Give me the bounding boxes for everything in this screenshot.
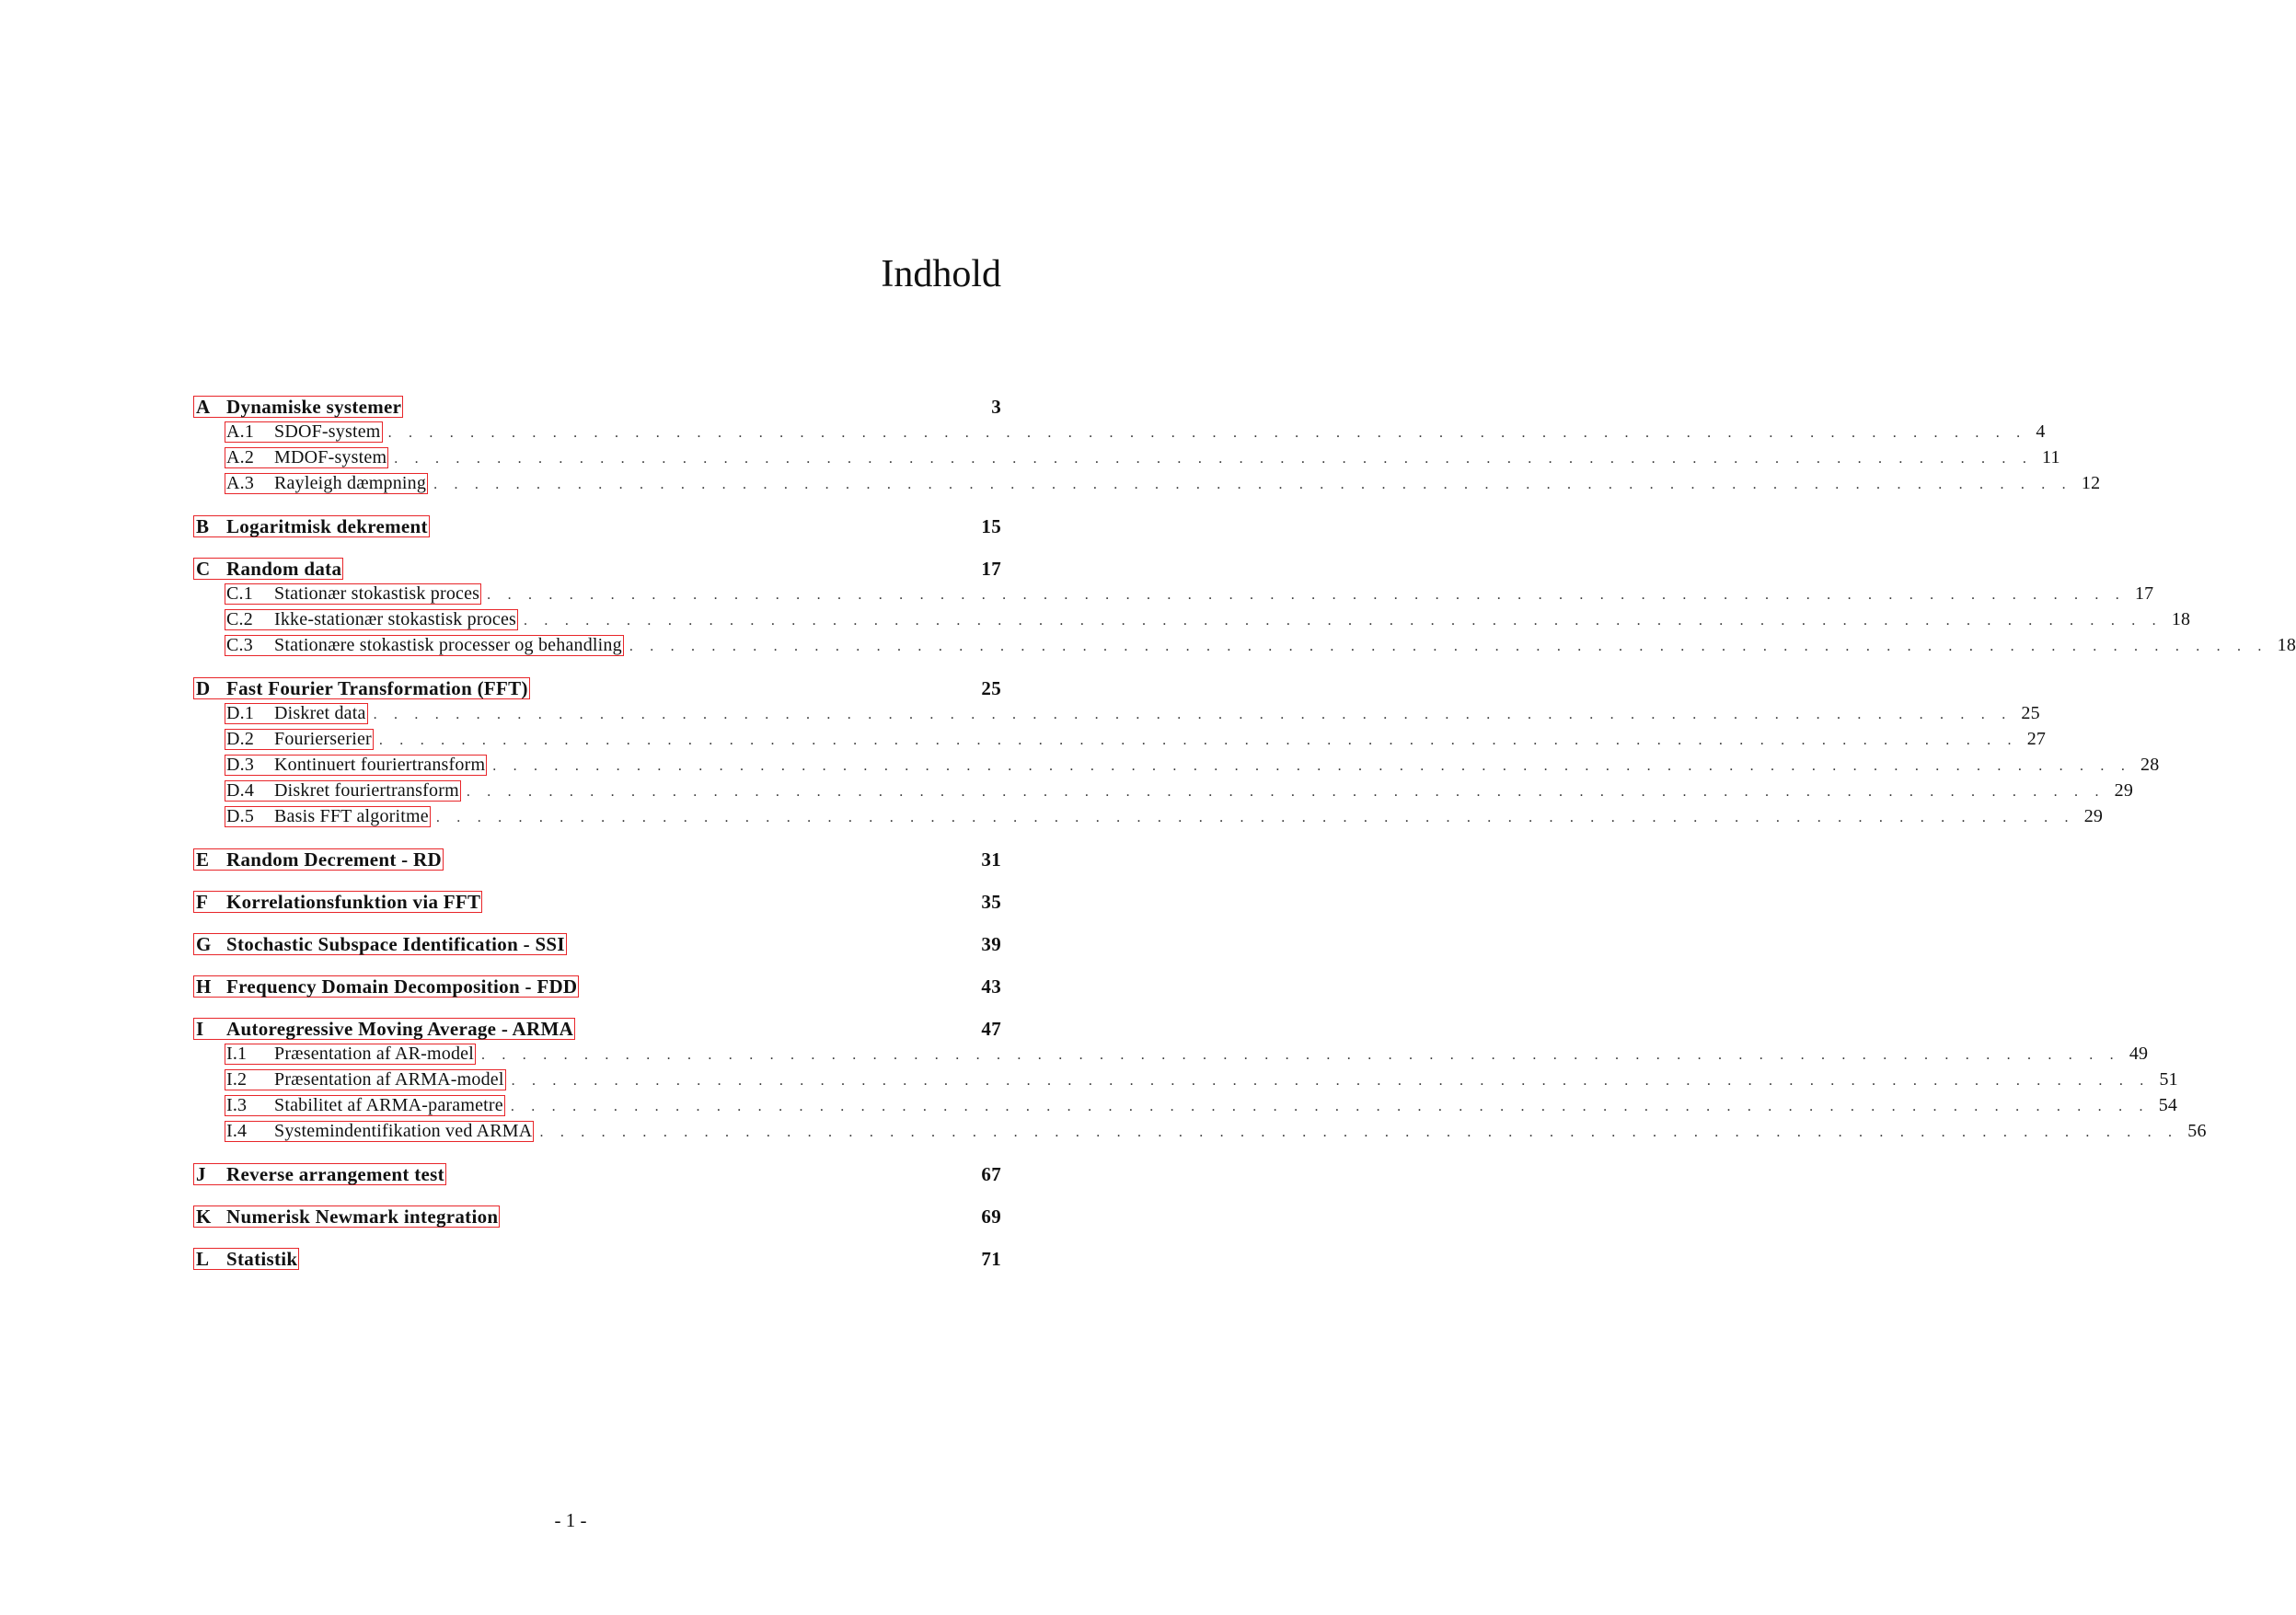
toc-section-link[interactable] [225, 609, 518, 630]
toc-chapter-row [193, 1018, 1001, 1044]
toc-section-link[interactable] [225, 447, 388, 468]
section-page-number: 25 [2021, 703, 2040, 723]
section-title: Stationære stokastisk processer og behandling [274, 635, 622, 655]
toc-chapter-link[interactable] [193, 1248, 299, 1270]
toc-chapter [193, 975, 1001, 1001]
section-number: A.3 [226, 473, 255, 493]
chapter-letter: K [196, 1205, 212, 1228]
section-number: D.3 [226, 755, 255, 775]
section-number: D.5 [226, 806, 255, 826]
toc-chapter [193, 558, 2296, 661]
section-title: Stationær stokastisk proces [274, 583, 480, 604]
chapter-title: Logaritmisk dekrement [226, 515, 428, 537]
toc-chapter [193, 1018, 2207, 1147]
toc-chapter [193, 677, 2160, 832]
chapter-title: Reverse arrangement test [226, 1163, 444, 1185]
section-number: A.2 [226, 447, 255, 467]
chapter-title: Random data [226, 558, 342, 580]
section-page-number: 18 [2277, 635, 2296, 655]
toc-chapter [193, 848, 1001, 874]
dot-leader: . . . . . . . . . . . . . . . . . . . . . . . . . . . . . . . . . . . . . . . . . . . . . . . . . . . . . . . . . . . . . . . . . . . . . . . . . . . . . . . . [511, 1073, 2151, 1089]
section-title: Diskret data [274, 703, 366, 723]
toc-section-link[interactable] [225, 1044, 476, 1065]
chapter-letter: D [196, 677, 211, 699]
toc-chapter [193, 891, 1001, 917]
chapter-page-number: 43 [981, 975, 1001, 998]
toc-section-link[interactable] [225, 780, 461, 802]
section-page-number: 12 [2081, 473, 2101, 493]
section-number: C.2 [226, 609, 253, 629]
dot-leader: . . . . . . . . . . . . . . . . . . . . . . . . . . . . . . . . . . . . . . . . . . . . . . . . . . . . . . . . . . . . . . . . . . . . . . . . . . . . . . . . [394, 451, 2034, 467]
section-title: Systemindentifikation ved ARMA [274, 1121, 533, 1141]
dot-leader: . . . . . . . . . . . . . . . . . . . . . . . . . . . . . . . . . . . . . . . . . . . . . . . . . . . . . . . . . . . . . . . . . . . . . . . . . . . . . . . . [629, 639, 2268, 654]
toc-section-row [193, 583, 2154, 609]
toc-chapter-row [193, 1248, 1001, 1274]
toc-section-link[interactable] [225, 806, 431, 827]
toc-section-row [193, 729, 2047, 755]
chapter-letter: F [196, 891, 209, 913]
toc-section-row [193, 1069, 2178, 1095]
toc-section-row [193, 806, 2104, 832]
chapter-page-number: 17 [981, 558, 1001, 580]
toc-chapter-row [193, 1163, 1001, 1189]
section-page-number: 49 [2129, 1044, 2149, 1064]
toc-chapter-link[interactable] [193, 848, 444, 871]
chapter-page-number: 67 [981, 1163, 1001, 1185]
chapter-letter: H [196, 975, 212, 998]
section-page-number: 11 [2042, 447, 2060, 467]
chapter-page-number: 35 [981, 891, 1001, 913]
section-page-number: 28 [2140, 755, 2160, 775]
toc-chapter-link[interactable] [193, 1018, 575, 1040]
section-title: MDOF-system [274, 447, 387, 467]
toc-section-row [193, 447, 2060, 473]
toc-section-link[interactable] [225, 1095, 505, 1116]
toc-chapter-row [193, 891, 1001, 917]
toc-section-row [193, 755, 2160, 780]
toc-section-link[interactable] [225, 1121, 534, 1142]
section-page-number: 4 [2036, 421, 2046, 442]
chapter-page-number: 15 [981, 515, 1001, 537]
chapter-title: Statistik [226, 1248, 298, 1270]
toc-section-link[interactable] [225, 703, 368, 724]
chapter-letter: I [196, 1018, 204, 1040]
toc-section-link[interactable] [225, 729, 374, 750]
dot-leader: . . . . . . . . . . . . . . . . . . . . . . . . . . . . . . . . . . . . . . . . . . . . . . . . . . . . . . . . . . . . . . . . . . . . . . . . . . . . . . . . [510, 1099, 2150, 1114]
chapter-title: Korrelationsfunktion via FFT [226, 891, 481, 913]
page-title: Indhold [881, 253, 1001, 295]
chapter-title: Stochastic Subspace Identification - SSI [226, 933, 565, 955]
section-title: SDOF-system [274, 421, 381, 442]
toc-section-row [193, 1095, 2178, 1121]
toc-chapter-row [193, 677, 1001, 703]
chapter-letter: G [196, 933, 212, 955]
chapter-page-number: 25 [981, 677, 1001, 699]
chapter-letter: A [196, 396, 211, 418]
dot-leader: . . . . . . . . . . . . . . . . . . . . . . . . . . . . . . . . . . . . . . . . . . . . . . . . . . . . . . . . . . . . . . . . . . . . . . . . . . . . . . . . [524, 613, 2163, 629]
section-number: I.4 [226, 1121, 248, 1141]
toc-section-row [193, 780, 2134, 806]
chapter-page-number: 31 [981, 848, 1001, 871]
section-page-number: 17 [2134, 583, 2154, 604]
toc-section-link[interactable] [225, 473, 428, 494]
page-number: - 1 - [554, 1509, 587, 1531]
section-number: C.3 [226, 635, 253, 655]
section-number: D.1 [226, 703, 255, 723]
toc-chapter-row [193, 558, 1001, 583]
section-page-number: 54 [2158, 1095, 2178, 1115]
dot-leader: . . . . . . . . . . . . . . . . . . . . . . . . . . . . . . . . . . . . . . . . . . . . . . . . . . . . . . . . . . . . . . . . . . . . . . . . . . . . . . . . [435, 810, 2075, 825]
toc-section-link[interactable] [225, 1069, 506, 1090]
dot-leader: . . . . . . . . . . . . . . . . . . . . . . . . . . . . . . . . . . . . . . . . . . . . . . . . . . . . . . . . . . . . . . . . . . . . . . . . . . . . . . . . [378, 733, 2018, 748]
toc-section-link[interactable] [225, 421, 383, 443]
toc-chapter-link[interactable] [193, 1163, 446, 1185]
chapter-title: Random Decrement - RD [226, 848, 442, 871]
toc-chapter [193, 1163, 1001, 1189]
toc-chapter-row [193, 515, 1001, 541]
chapter-page-number: 39 [981, 933, 1001, 955]
chapter-page-number: 47 [981, 1018, 1001, 1040]
chapter-letter: E [196, 848, 210, 871]
toc-chapter [193, 396, 2101, 499]
toc-chapter [193, 1248, 1001, 1274]
dot-leader: . . . . . . . . . . . . . . . . . . . . . . . . . . . . . . . . . . . . . . . . . . . . . . . . . . . . . . . . . . . . . . . . . . . . . . . . . . . . . . . . [373, 707, 2013, 722]
chapter-title: Dynamiske systemer [226, 396, 402, 418]
section-title: Diskret fouriertransform [274, 780, 459, 801]
toc-section-row [193, 1121, 2207, 1147]
chapter-letter: J [196, 1163, 206, 1185]
dot-leader: . . . . . . . . . . . . . . . . . . . . . . . . . . . . . . . . . . . . . . . . . . . . . . . . . . . . . . . . . . . . . . . . . . . . . . . . . . . . . . . . [539, 1125, 2179, 1140]
section-page-number: 51 [2159, 1069, 2178, 1090]
toc-section-row [193, 1044, 2149, 1069]
section-title: Præsentation af ARMA-model [274, 1069, 504, 1090]
toc-chapter-row [193, 1205, 1001, 1231]
section-number: I.3 [226, 1095, 248, 1115]
toc-chapter-row [193, 848, 1001, 874]
dot-leader: . . . . . . . . . . . . . . . . . . . . . . . . . . . . . . . . . . . . . . . . . . . . . . . . . . . . . . . . . . . . . . . . . . . . . . . . . . . . . . . . [487, 587, 2126, 603]
section-number: I.2 [226, 1069, 248, 1090]
chapter-page-number: 3 [991, 396, 1001, 418]
section-title: Stabilitet af ARMA-parametre [274, 1095, 503, 1115]
chapter-title: Fast Fourier Transformation (FFT) [226, 677, 528, 699]
section-title: Ikke-stationær stokastisk proces [274, 609, 517, 629]
toc-chapter-row [193, 975, 1001, 1001]
toc-chapter-link[interactable] [193, 1205, 500, 1228]
toc-section-link[interactable] [225, 635, 624, 656]
section-number: I.1 [226, 1044, 248, 1064]
toc-chapter [193, 1205, 1001, 1231]
section-number: D.2 [226, 729, 255, 749]
dot-leader: . . . . . . . . . . . . . . . . . . . . . . . . . . . . . . . . . . . . . . . . . . . . . . . . . . . . . . . . . . . . . . . . . . . . . . . . . . . . . . . . [481, 1047, 2120, 1063]
section-title: Basis FFT algoritme [274, 806, 429, 826]
toc-section-row [193, 421, 2046, 447]
toc-chapter-link[interactable] [193, 396, 403, 418]
toc-chapter-link[interactable] [193, 677, 530, 699]
toc-chapter-link[interactable] [193, 891, 482, 913]
section-title: Kontinuert fouriertransform [274, 755, 486, 775]
section-number: D.4 [226, 780, 255, 801]
section-title: Fourierserier [274, 729, 372, 749]
dot-leader: . . . . . . . . . . . . . . . . . . . . . . . . . . . . . . . . . . . . . . . . . . . . . . . . . . . . . . . . . . . . . . . . . . . . . . . . . . . . . . . . [466, 784, 2106, 800]
toc-chapter-link[interactable] [193, 975, 579, 998]
section-page-number: 18 [2171, 609, 2191, 629]
toc-chapter-link[interactable] [193, 933, 567, 955]
toc-section-row [193, 703, 2040, 729]
toc-chapter [193, 933, 1001, 959]
toc-section-row [193, 635, 2296, 661]
toc-section-link[interactable] [225, 755, 487, 776]
section-page-number: 56 [2187, 1121, 2207, 1141]
dot-leader: . . . . . . . . . . . . . . . . . . . . . . . . . . . . . . . . . . . . . . . . . . . . . . . . . . . . . . . . . . . . . . . . . . . . . . . . . . . . . . . . [387, 425, 2027, 441]
toc-section-link[interactable] [225, 583, 481, 605]
chapter-page-number: 71 [981, 1248, 1001, 1270]
toc-chapter-row [193, 933, 1001, 959]
section-page-number: 29 [2114, 780, 2134, 801]
table-of-contents [193, 396, 2296, 1290]
section-number: C.1 [226, 583, 253, 604]
dot-leader: . . . . . . . . . . . . . . . . . . . . . . . . . . . . . . . . . . . . . . . . . . . . . . . . . . . . . . . . . . . . . . . . . . . . . . . . . . . . . . . . [492, 758, 2132, 774]
chapter-letter: L [196, 1248, 210, 1270]
dot-leader: . . . . . . . . . . . . . . . . . . . . . . . . . . . . . . . . . . . . . . . . . . . . . . . . . . . . . . . . . . . . . . . . . . . . . . . . . . . . . . . . [433, 477, 2072, 492]
toc-chapter-link[interactable] [193, 515, 430, 537]
section-page-number: 27 [2026, 729, 2047, 749]
section-page-number: 29 [2083, 806, 2104, 826]
toc-section-row [193, 609, 2191, 635]
chapter-title: Autoregressive Moving Average - ARMA [226, 1018, 574, 1040]
toc-chapter-row [193, 396, 1001, 421]
section-title: Rayleigh dæmpning [274, 473, 427, 493]
chapter-letter: C [196, 558, 211, 580]
toc-section-row [193, 473, 2101, 499]
chapter-letter: B [196, 515, 210, 537]
section-number: A.1 [226, 421, 255, 442]
chapter-page-number: 69 [981, 1205, 1001, 1228]
section-title: Præsentation af AR-model [274, 1044, 474, 1064]
chapter-title: Numerisk Newmark integration [226, 1205, 499, 1228]
chapter-title: Frequency Domain Decomposition - FDD [226, 975, 578, 998]
toc-chapter [193, 515, 1001, 541]
toc-chapter-link[interactable] [193, 558, 343, 580]
